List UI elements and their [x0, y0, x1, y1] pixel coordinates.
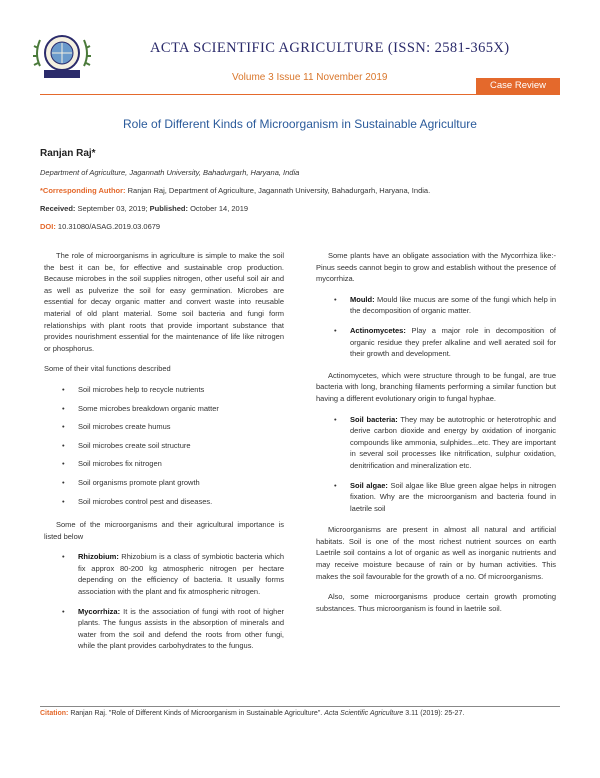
author-affiliation: Department of Agriculture, Jagannath University, Bahadurgarh, Haryana, India [40, 168, 300, 177]
term-actinomycetes: Actinomycetes: [350, 325, 406, 335]
received-date: September 03, 2019; [75, 204, 148, 213]
definition: Rhizobium is a class of symbiotic bacteria which fix approx 80-200 kg atmospheric nitrogen per hectare depending on the efficiency of bacteria. It usually forms association with the plant and fix atmospheric nitrogen. [78, 552, 284, 597]
list-item: • Soil microbes help to recycle nutrients [62, 384, 284, 396]
list-item [62, 606, 284, 652]
term-soil-bacteria: Soil bacteria: [350, 414, 398, 424]
journal-title: ACTA SCIENTIFIC AGRICULTURE (ISSN: 2581-365X) [150, 40, 510, 56]
list-item [334, 480, 556, 515]
term-mycorrhiza: Mycorrhiza: [78, 606, 121, 616]
left-column [44, 250, 284, 662]
mycorrhiza-paragraph: Some plants have an obligate association with the Mycorrhiza like:- Pinus seeds cannot begin to grow and establish without the presence of mycorrhiza. [316, 251, 556, 284]
published-label: Published: [147, 204, 188, 213]
article-type-badge: Case Review [476, 78, 560, 94]
doi-link[interactable]: 10.31080/ASAG.2019.03.0679 [55, 222, 161, 231]
header-divider [40, 94, 560, 95]
definition: Play a major role in decomposition of organic residue they prefer alkaline and well aerated soil for their growth and development. [350, 325, 556, 359]
received-label: Received: [40, 204, 76, 213]
growth-paragraph: Also, some microorganisms produce certain growth promoting substances. Thus microorganism is found in laetrile soil. [316, 592, 556, 613]
list-item [334, 325, 556, 360]
citation-text: Ranjan Raj. "Role of Different Kinds of Microorganism in Sustainable Agriculture". [68, 710, 325, 717]
definition: It is the association of fungi with root of higher plants. The fungus assists in the absorption of minerals and water from the soil and defend the roots from other fungi, while the plant provides carbohydrates to the fungus. [78, 606, 284, 651]
list-item: • Soil microbes control pest and diseases. [62, 496, 284, 508]
microorganisms-intro: Some of the microorganisms and their agricultural importance is listed below [44, 520, 284, 541]
dates [40, 203, 560, 214]
list-item: • Soil organisms promote plant growth [62, 477, 284, 489]
citation-label: Citation: [40, 710, 69, 717]
definition: Soil algae like Blue green algae helps in nitrogen fixation. Why are the microorganism and bacteria found in laetrile soil [350, 480, 556, 513]
actinomycetes-paragraph: Actinomycetes, which were structure through to be fungal, are true bacteria with long, branching filaments performing a similar function but having a different evolutionary origin to fungal hyphae. [316, 370, 556, 403]
habitats-paragraph: Microorganisms are present in almost all natural and artificial habitats. Soil is one of the most richest nutrient sources on earth Laetrile soil contains a lot of organic as well as inorganic nutrients and may receive moisture because of rain or by human activities. This makes the soil favourable for the growth of a no. Of microorganisms. [316, 525, 556, 581]
intro-paragraph: The role of microorganisms in agriculture is simple to make the soil the best it can be, for effective and sustainable crop production. Because microbes in the soil supplies nitrogen, other useful soil air and as well as pulverize the soil for easy germination. Microbes are essential for decay organic matter and convert waste into reusable material of old plant material. Some soil bacteria and fungi form relationships with plant roots that provide important substance that provides nourishment essential for the maintenance of life like nitrogen or phosphorus. [44, 251, 284, 353]
term-soil-algae: Soil algae: [350, 480, 388, 490]
corresponding-label: *Corresponding Author: [40, 186, 126, 195]
volume-info: Volume 3 Issue 11 November 2019 [232, 72, 388, 83]
functions-intro: Some of their vital functions described [44, 364, 171, 374]
list-item: • Some microbes breakdown organic matter [62, 403, 284, 415]
citation-tail: 3.11 (2019): 25-27. [403, 710, 465, 717]
fungi-list [316, 294, 556, 360]
bacteria-algae-list [316, 414, 556, 515]
doi [40, 221, 560, 232]
term-rhizobium: Rhizobium: [78, 552, 119, 562]
journal-emblem-icon [32, 26, 92, 86]
footer-divider [40, 706, 560, 707]
corresponding-text: Ranjan Raj, Department of Agriculture, Jagannath University, Bahadurgarh, Haryana, India. [125, 186, 431, 195]
published-date: October 14, 2019 [188, 204, 249, 213]
term-mould: Mould: [350, 294, 375, 304]
functions-list [44, 384, 284, 507]
definition: Mould like mucus are some of the fungi which help in the decomposition of organic matter. [350, 294, 556, 316]
corresponding-author [40, 185, 560, 196]
citation-journal: Acta Scientific Agriculture [324, 710, 404, 717]
author-name: Ranjan Raj* [40, 148, 96, 159]
list-item [334, 414, 556, 472]
doi-label: DOI: [40, 222, 56, 231]
right-column [316, 250, 556, 623]
definition: They may be autotrophic or heterotrophic and derive carbon dioxide and energy by oxidation of inorganic compounds like ammonia, sulphides...etc. They are important in several soil processes like nitrification, sulphur oxidation, denitrification and mineralization etc. [350, 414, 556, 470]
microorganism-list [44, 551, 284, 652]
list-item: • Soil microbes fix nitrogen [62, 458, 284, 470]
paper-title: Role of Different Kinds of Microorganism in Sustainable Agriculture [123, 117, 477, 131]
list-item [62, 551, 284, 597]
list-item: • Soil microbes create soil structure [62, 440, 284, 452]
list-item: • Soil microbes create humus [62, 421, 284, 433]
list-item [334, 294, 556, 317]
article-meta [40, 148, 560, 239]
citation [40, 710, 464, 717]
